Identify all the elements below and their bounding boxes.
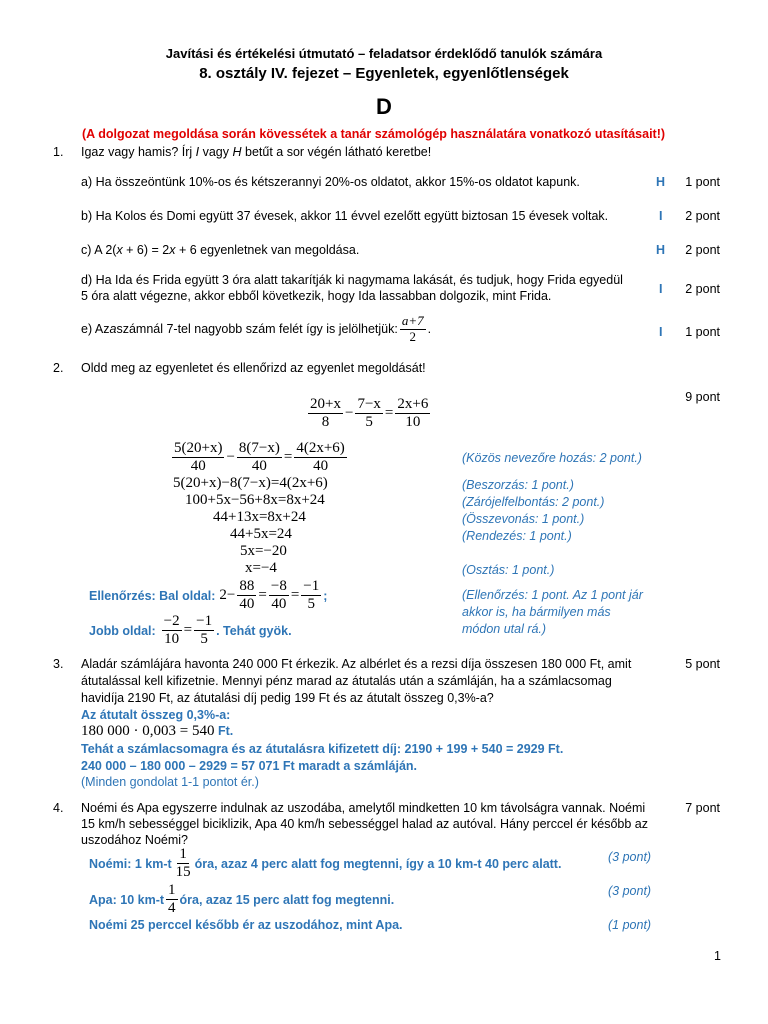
q3-number: 3. (53, 657, 64, 671)
q1-answer-d: I (659, 282, 663, 296)
q4-solution-noemi: Noémi: 1 km-t $\frac{1}{15}$ óra, azaz 4 perc alatt fog megtenni, így a 10 km-t 40 perc alatt. (89, 846, 562, 881)
q3-text-line: Aladár számlájára havonta 240 000 Ft érkezik. Az albérlet és a rezsi díja összesen 180 000 Ft, amit (81, 657, 632, 671)
q2-step: 100+5x−56+8x=8x+24 (185, 492, 325, 508)
q4-points-note: (1 pont) (608, 918, 652, 932)
q3-text-line: havidíja 2190 Ft, az átutalási díj pedig 199 Ft és az átutalt összeg 0,3%-a? (81, 691, 494, 705)
q2-check-note: (Ellenőrzés: 1 pont. Az 1 pont jár (462, 588, 643, 602)
q2-check-right: Jobb oldal: $\frac{-2}{10}$ = $\frac{-1}{5}$ . Tehát gyök. (89, 613, 292, 648)
q2-note: (Rendezés: 1 pont.) (462, 529, 572, 543)
q1-answer-a: H (656, 175, 666, 189)
q1-answer-c: H (656, 243, 666, 257)
q4-text-line: 15 km/h sebességgel biciklizik, Apa 40 km/h sebességgel halad az autóval. Hány perccel ér később az (81, 817, 648, 831)
q2-note: (Összevonás: 1 pont.) (462, 512, 585, 526)
warning-text: (A dolgozat megoldása során kövessétek a tanár számológép használatára vonatkozó utasításait!) (82, 127, 666, 141)
q4-points-note: (3 pont) (608, 884, 652, 898)
q1-answer-e: I (659, 325, 663, 339)
q1-prompt: Igaz vagy hamis? Írj I vagy H betűt a sor végén látható keretbe! (81, 145, 432, 159)
q2-number: 2. (53, 361, 64, 375)
q1-item-b: b) Ha Kolos és Domi együtt 37 évesek, akkor 11 évvel ezelőtt együtt biztosan 15 évesek voltak. (81, 209, 609, 223)
q1-points-d: 2 pont (685, 282, 720, 296)
q2-note: (Közös nevezőre hozás: 2 pont.) (462, 451, 642, 465)
q1-points-a: 1 pont (685, 175, 720, 189)
q4-solution-apa: Apa: 10 km-t $\frac{1}{4}$ óra, azaz 15 perc alatt fog megtenni. (89, 882, 395, 917)
q2-prompt: Oldd meg az egyenletet és ellenőrizd az egyenlet megoldását! (81, 361, 426, 375)
q3-solution-line: 240 000 – 180 000 – 2929 = 57 071 Ft maradt a számláján. (81, 759, 417, 773)
fraction-a-plus-7-over-2: $\frac{a+7}{2}$ (401, 313, 424, 344)
q1-item-c: c) A 2(x + 6) = 2x + 6 egyenletnek van megoldása. (81, 243, 360, 257)
q1-item-a: a) Ha összeöntünk 10%-os és kétszerannyi 20%-os oldatot, akkor 15%-os oldatot kapunk. (81, 175, 580, 189)
q2-check-note: akkor is, ha bármilyen más (462, 605, 611, 619)
q2-step: 5(20+x)−8(7−x)=4(2x+6) (173, 475, 328, 491)
q3-solution-line: Tehát a számlacsomagra és az átutalásra kifizetett díj: 2190 + 199 + 540 = 2929 Ft. (81, 742, 564, 756)
q4-text-line: Noémi és Apa egyszerre indulnak az uszodába, amelytől mindketten 10 km távolságra vannak. Noémi (81, 801, 646, 815)
q2-check-note: módon utal rá.) (462, 622, 547, 636)
q4-points-note: (3 pont) (608, 850, 652, 864)
q2-note: (Zárójelfelbontás: 2 pont.) (462, 495, 605, 509)
q2-step-common-denominator: $\frac{5(20+x)}{40}$ − $\frac{8(7-x)}{40}$ = $\frac{4(2x+6)}{40}$ (174, 440, 345, 475)
q3-solution-calc: 180 000 · 0,003 = 540 Ft. (81, 723, 234, 739)
q3-points: 5 pont (685, 657, 720, 671)
q2-points: 9 pont (685, 390, 720, 404)
q3-solution-line: Az átutalt összeg 0,3%-a: (81, 708, 231, 722)
q1-points-c: 2 pont (685, 243, 720, 257)
q1-points-b: 2 pont (685, 209, 720, 223)
page-number: 1 (714, 949, 721, 963)
header-line-1: Javítási és értékelési útmutató – feladatsor érdeklődő tanulók számára (165, 46, 603, 61)
q1-item-d-line2: 5 óra alatt végezne, akkor ebből következik, hogy Ida lassabban dolgozik, mint Frida. (81, 289, 552, 303)
q1-item-d-line1: d) Ha Ida és Frida együtt 3 óra alatt takarítják ki nagymama lakását, és tudjuk, hogy Frida egyedül (81, 273, 623, 287)
q3-text-line: átutalással kell kifizetnie. Mennyi pénz marad az átutalás után a számláján, ha a számlacsomag (81, 674, 612, 688)
header-line-2: 8. osztály IV. fejezet – Egyenletek, egyenlőtlenségek (199, 65, 569, 82)
q4-points: 7 pont (685, 801, 720, 815)
version-letter: D (376, 94, 392, 119)
q2-step: x=−4 (245, 560, 277, 576)
q4-number: 4. (53, 801, 64, 815)
q2-equation: $\frac{20+x}{8}$ − $\frac{7-x}{5}$ = $\frac{2x+6}{10}$ (310, 396, 429, 431)
q4-text-line: uszodához Noémi? (81, 833, 189, 847)
q1-number: 1. (53, 145, 64, 159)
q2-step: 44+13x=8x+24 (213, 509, 306, 525)
q1-item-e: e) Az a számnál 7-tel nagyobb szám felét így is jelölhetjük: $\frac{a+7}{2}$ . (81, 313, 432, 344)
q2-note: (Beszorzás: 1 pont.) (462, 478, 574, 492)
q4-solution-conclusion: Noémi 25 perccel később ér az uszodához, mint Apa. (89, 918, 403, 932)
q1-points-e: 1 pont (685, 325, 720, 339)
q2-step: 44+5x=24 (230, 526, 292, 542)
q2-note: (Osztás: 1 pont.) (462, 563, 555, 577)
q2-check-left: Ellenőrzés: Bal oldal: 2− $\frac{88}{40}$ = $\frac{-8}{40}$ = $\frac{-1}{5}$ ; (89, 578, 328, 613)
q2-step: 5x=−20 (240, 543, 287, 559)
q3-solution-note: (Minden gondolat 1-1 pontot ér.) (81, 775, 259, 789)
q1-answer-b: I (659, 209, 663, 223)
